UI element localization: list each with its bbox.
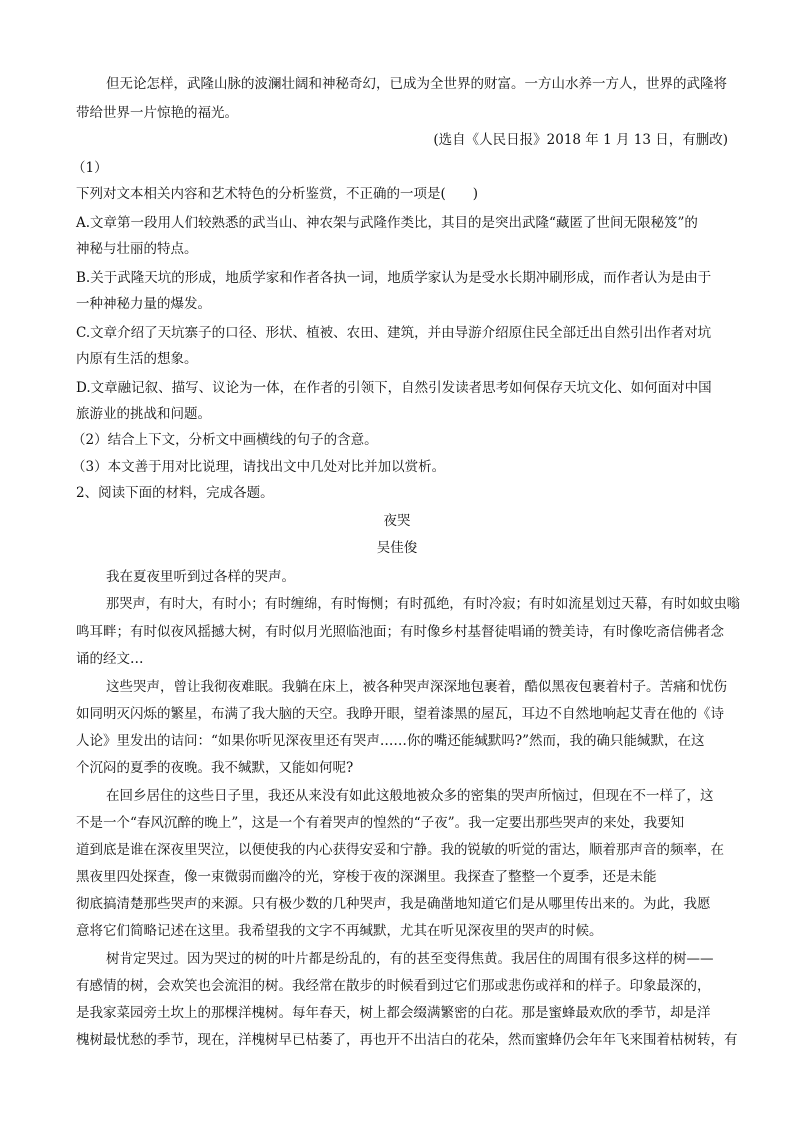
question-3: （3）本文善于用对比说理，请找出文中几处对比并加以赏析。: [72, 459, 446, 475]
article-p3-line1: 这些哭声，曾让我彻夜难眠。我躺在床上，被各种哭声深深地包裹着，酷似黑夜包裹着村子。苦痛和忧伤: [106, 679, 727, 695]
article-p3-line4: 个沉闷的夏季的夜晚。我不缄默，又能如何呢?: [76, 760, 354, 776]
option-a-line2: 神秘与壮丽的特点。: [76, 241, 198, 257]
article-p5-line2: 有感情的树，会欢笑也会流泪的树。我经常在散步的时候看到过它们那或悲伤或祥和的样子。印象最深的，: [76, 978, 711, 994]
article-p2-line3: 诵的经文…: [76, 651, 144, 667]
article-p5-line3: 是我家菜园旁土坎上的那棵洋槐树。每年春天，树上都会缀满繁密的白花。那是蜜蜂最欢欣的季节，却是洋: [76, 1005, 711, 1021]
article-p5-line1: 树肯定哭过。因为哭过的树的叶片都是纷乱的，有的甚至变得焦黄。我居住的周围有很多这样的树——: [106, 951, 714, 967]
option-c-line1: C.文章介绍了天坑寨子的口径、形状、植被、农田、建筑，并由导游介绍原住民全部迁出自然引出作者对坑: [76, 325, 712, 341]
question-1-stem: 下列对文本相关内容和艺术特色的分析鉴赏，不正确的一项是( ): [76, 186, 479, 202]
article-p4-line3: 道到底是谁在深夜里哭泣，以便使我的内心获得安妥和宁静。我的锐敏的听觉的雷达，顺着那声音的频率，在: [76, 842, 724, 858]
section-2-heading: 2、阅读下面的材料，完成各题。: [76, 485, 274, 501]
article-p3-line3: 人论》里发出的诘问：“如果你听见深夜里还有哭声……你的嘴还能缄默吗?”然而，我的确只能缄默，在这: [76, 733, 705, 749]
para1-line2: 带给世界一片惊艳的福光。: [76, 105, 238, 121]
option-a-line1: A.文章第一段用人们较熟悉的武当山、神农架与武隆作类比，其目的是突出武隆“藏匿了世间无限秘笈”的: [76, 215, 698, 231]
article-p4-line2: 不是一个“春风沉醉的晚上”，这是一个有着哭声的惶然的“子夜”。我一定要出那些哭声的来处，我要知: [76, 815, 685, 831]
question-2: （2）结合上下文，分析文中画横线的句子的含意。: [72, 432, 378, 448]
article-p4-line5: 彻底搞清楚那些哭声的来源。只有极少数的几种哭声，我是确凿地知道它们是从哪里传出来的。为此，我愿: [76, 896, 711, 912]
article-p2-line1: 那哭声，有时大，有时小；有时缠绵，有时悔恻；有时孤绝，有时冷寂；有时如流星划过天幕，有时如蚊虫嗡: [106, 596, 741, 612]
article-p4-line6: 意将它们简略记述在这里。我希望我的文字不再缄默，尤其在听见深夜里的哭声的时候。: [76, 923, 603, 939]
article-p5-line4: 槐树最忧愁的季节，现在，洋槐树早已枯萎了，再也开不出洁白的花朵，然而蜜蜂仍会年年飞来围着枯树转，有: [76, 1032, 738, 1048]
option-b-line2: 一种神秘力量的爆发。: [76, 296, 211, 312]
article-p3-line2: 如同明灭闪烁的繁星，布满了我大脑的天空。我睁开眼，望着漆黑的屋瓦，耳边不自然地响起艾青在他的《诗: [76, 706, 724, 722]
article-title: 夜哭: [383, 513, 411, 529]
option-c-line2: 内原有生活的想象。: [76, 351, 198, 367]
option-d-line1: D.文章融记叙、描写、议论为一体，在作者的引领下，自然引发读者思考如何保存天坑文化、如何面对中国: [76, 380, 712, 396]
source-citation: (选自《人民日报》2018 年 1 月 13 日，有删改): [433, 132, 728, 148]
article-p1: 我在夏夜里听到过各样的哭声。: [106, 569, 295, 585]
article-p2-line2: 鸣耳畔；有时似夜风摇撼大树，有时似月光照临池面；有时像乡村基督徒唱诵的赞美诗，有时像吃斋信佛者念: [76, 624, 724, 640]
article-p4-line4: 黑夜里四处探查，像一束微弱而幽冷的光，穿梭于夜的深渊里。我探查了整整一个夏季，还是未能: [76, 869, 657, 885]
article-author: 吴佳俊: [376, 540, 418, 556]
para1-line1: 但无论怎样，武隆山脉的波澜壮阔和神秘奇幻，已成为全世界的财富。一方山水养一方人，世界的武隆将: [106, 76, 727, 92]
question-1-number: （1）: [72, 160, 108, 176]
article-p4-line1: 在回乡居住的这些日子里，我还从来没有如此这般地被众多的密集的哭声所恼过，但现在不一样了，这: [106, 788, 714, 804]
option-b-line1: B.关于武隆天坑的形成，地质学家和作者各执一词，地质学家认为是受水长期冲刷形成，而作者认为是由于: [76, 270, 712, 286]
option-d-line2: 旅游业的挑战和问题。: [76, 406, 211, 422]
